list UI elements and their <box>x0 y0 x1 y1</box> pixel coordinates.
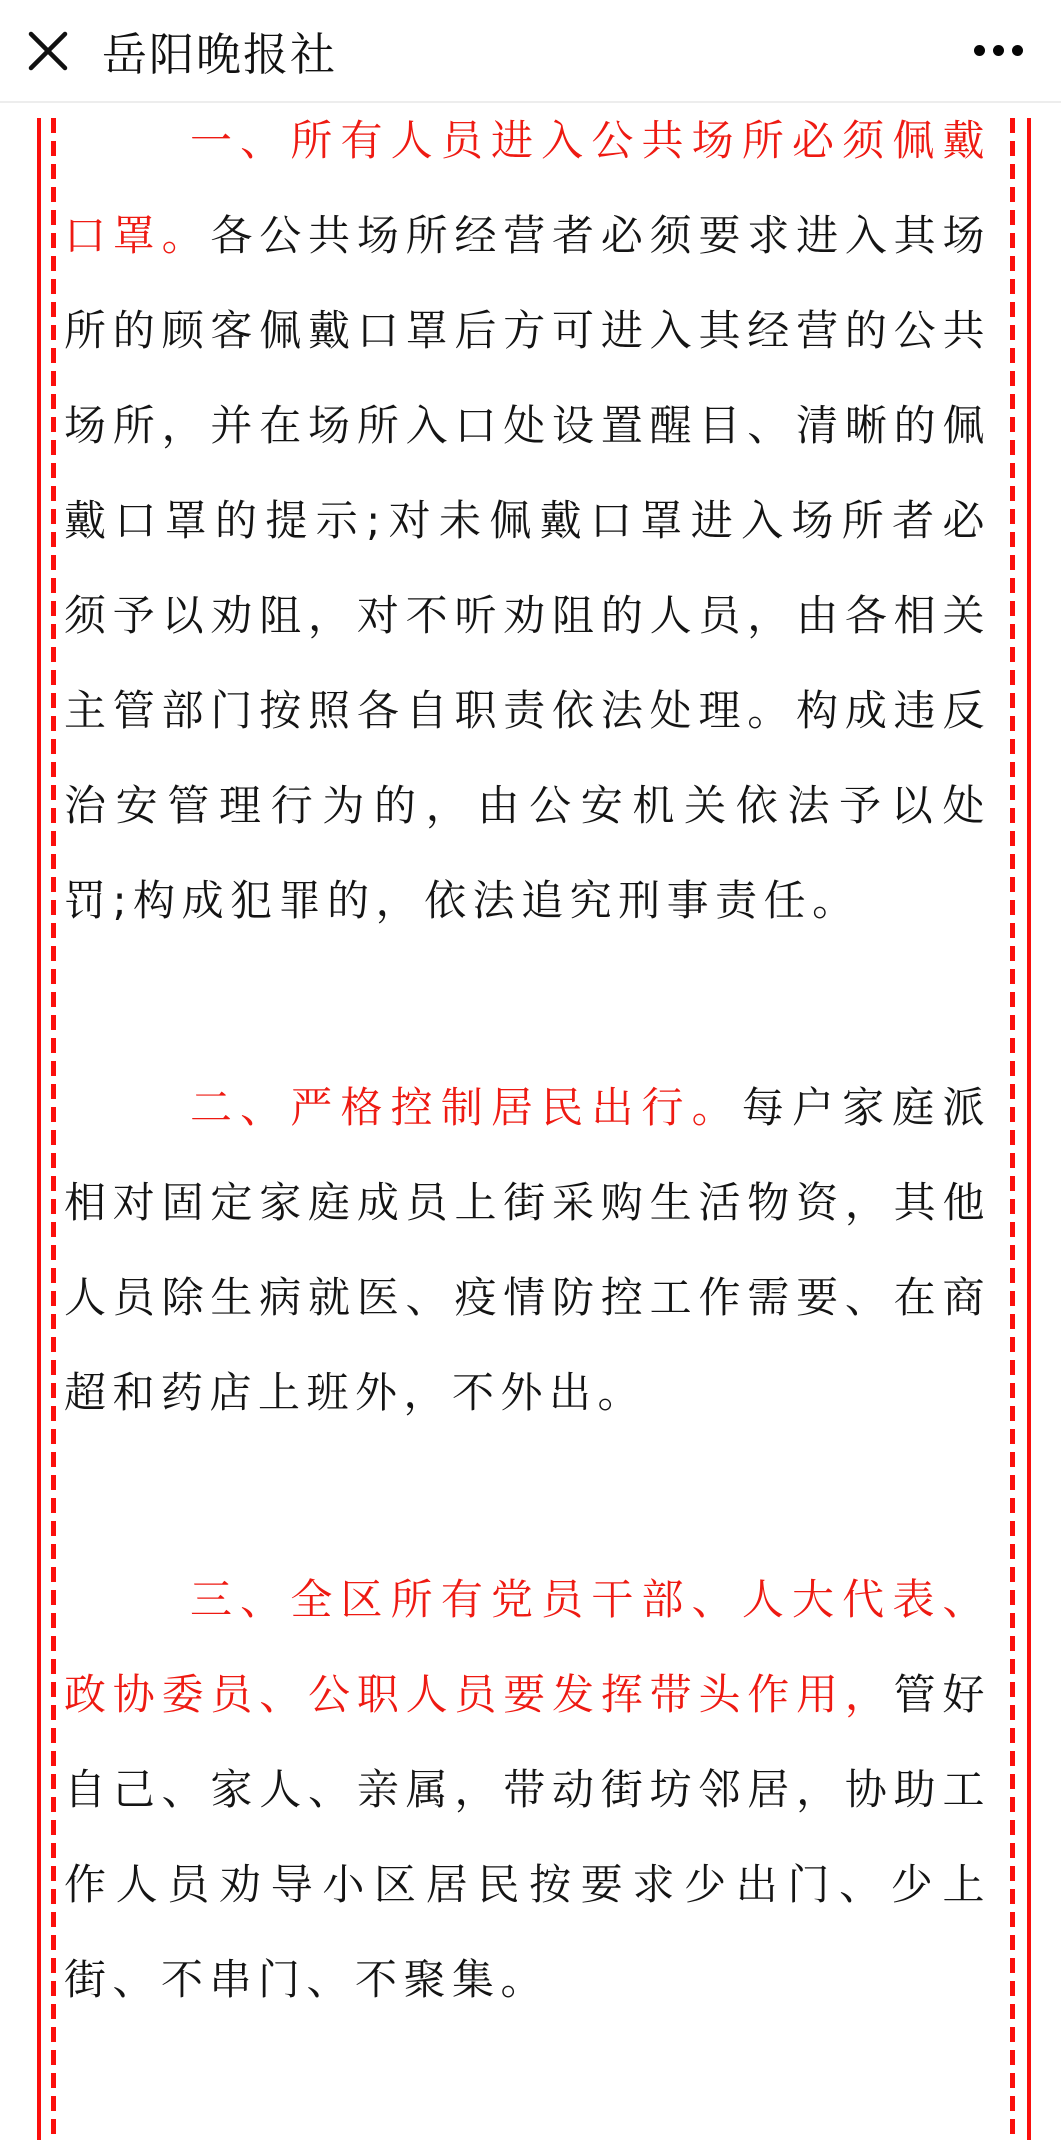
letterhead-left-dashed-line <box>51 118 56 2140</box>
more-dots-icon <box>1012 45 1023 56</box>
paragraph-heading: 一、所有人员进入公共场所必须佩戴口罩。 <box>64 116 991 260</box>
page-title: 岳阳晚报社 <box>102 28 338 81</box>
paragraph-body: 各公共场所经营者必须要求进入其场所的顾客佩戴口罩后方可进入其经营的公共场所，并在场所入口处设置醒目、清晰的佩戴口罩的提示;对未佩戴口罩进入场所者必须予以劝阻，对不听劝阻的人员，由各相关主管部门按照各自职责依法处理。构成违反治安管理行为的，由公安机关依法予以处罚;构成犯罪的，依法追究刑事责任。 <box>64 211 991 925</box>
paragraph-travel-rule <box>64 1060 991 1440</box>
paragraph-cadre-rule <box>64 1552 991 2027</box>
top-bar <box>0 0 1061 103</box>
letterhead-right-dashed-line <box>1010 118 1015 2140</box>
more-dots-icon <box>993 45 1004 56</box>
letterhead-right-solid-line <box>1027 118 1031 2140</box>
document-text <box>64 93 991 2027</box>
more-dots-icon <box>974 45 985 56</box>
paragraph-body: 每户家庭派相对固定家庭成员上街采购生活物资，其他人员除生病就医、疫情防控工作需要、在商超和药店上班外，不外出。 <box>64 1083 991 1417</box>
close-button[interactable] <box>26 29 70 73</box>
paragraph-heading: 二、严格控制居民出行。 <box>190 1083 742 1132</box>
paragraph-body: 管好自己、家人、亲属，带动街坊邻居，协助工作人员劝导小区居民按要求少出门、少上街、不串门、不聚集。 <box>64 1670 991 2004</box>
more-menu-button[interactable] <box>974 29 1023 73</box>
letterhead-left-solid-line <box>37 118 41 2140</box>
paragraph-heading: 三、全区所有党员干部、人大代表、政协委员、公职人员要发挥带头作用， <box>64 1575 991 1719</box>
close-icon <box>28 31 68 71</box>
paragraph-mask-rule <box>64 93 991 948</box>
